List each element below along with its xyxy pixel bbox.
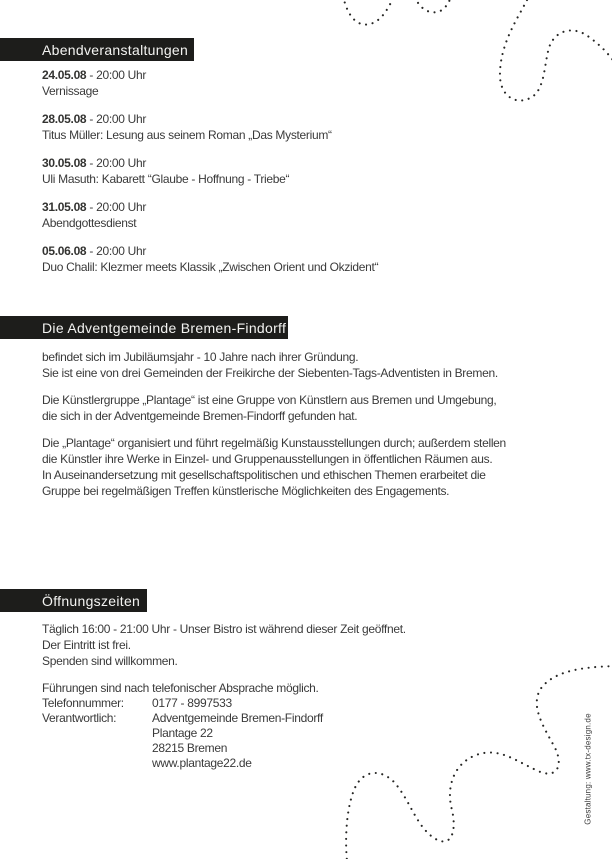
hours-lines [42,621,406,669]
contact-value: 0177 - 8997533 [152,696,232,710]
event-datetime-line [42,243,378,259]
contact-value: Adventgemeinde Bremen-Findorff [152,711,323,725]
event-description: Duo Chalil: Klezmer meets Klassik „Zwischen Orient und Okzident“ [42,260,379,274]
event-time: - 20:00 Uhr [89,156,147,170]
contact-value: 28215 Bremen [152,741,228,755]
paragraph-line: die Künstler ihre Werke in Einzel- und Gruppenausstellungen in öffentlichen Räumen aus. [42,452,493,466]
event-time: - 20:00 Uhr [89,112,147,126]
contact-label [42,741,152,756]
paragraph-line: Die Künstlergruppe „Plantage“ ist eine Gruppe von Künstlern aus Bremen und Umgebung, [42,393,497,407]
contact-grid [42,696,406,771]
section-title-hours: Öffnungszeiten [42,592,141,609]
hours-line: Der Eintritt ist frei. [42,638,131,652]
event-date: 30.05.08 [42,156,87,170]
event-item [42,67,378,99]
section-bar-events [0,38,194,61]
paragraph-line: Sie ist eine von drei Gemeinden der Freikirche der Siebenten-Tags-Adventisten in Bremen. [42,366,498,380]
contact-intro: Führungen sind nach telefonischer Absprache möglich. [42,681,319,695]
contact-block [42,680,406,771]
contact-value: www.plantage22.de [152,756,252,770]
design-credit: Gestaltung: www.tx-design.de [583,713,593,825]
section-bar-hours [0,589,147,612]
dotted-wave-top-left-icon [343,0,394,25]
paragraph-line: Gruppe bei regelmäßigen Treffen künstlerische Möglichkeiten des Engagements. [42,484,450,498]
event-item [42,243,378,275]
event-date: 05.06.08 [42,244,87,258]
event-datetime-line [42,67,378,83]
contact-label [42,756,152,771]
event-time: - 20:00 Uhr [89,200,147,214]
event-date: 28.05.08 [42,112,87,126]
hours-line: Täglich 16:00 - 21:00 Uhr - Unser Bistro ist während dieser Zeit geöffnet. [42,622,406,636]
events-list [42,67,378,287]
community-paragraph [42,349,506,381]
event-time: - 20:00 Uhr [89,68,147,82]
paragraph-line: die sich in der Adventgemeinde Bremen-Findorff gefunden hat. [42,409,358,423]
event-datetime-line [42,111,378,127]
section-title-community: Die Adventgemeinde Bremen-Findorff [42,319,287,336]
event-description: Titus Müller: Lesung aus seinem Roman „Das Mysterium“ [42,128,332,142]
event-date: 24.05.08 [42,68,87,82]
dotted-wave-top-mid-icon [415,0,451,12]
event-date: 31.05.08 [42,200,87,214]
event-time: - 20:00 Uhr [89,244,147,258]
event-item [42,111,378,143]
hours-line: Spenden sind willkommen. [42,654,178,668]
section-bar-community [0,316,288,339]
paragraph-line: befindet sich im Jubiläumsjahr - 10 Jahre nach ihrer Gründung. [42,350,359,364]
contact-value: Plantage 22 [152,726,213,740]
community-paragraphs [42,349,506,510]
contact-label: Telefonnummer: [42,696,124,710]
event-datetime-line [42,155,378,171]
event-item [42,155,378,187]
paragraph-line: In Auseinandersetzung mit gesellschaftspolitischen und ethischen Themen erarbeitet die [42,468,486,482]
event-description: Uli Masuth: Kabarett “Glaube - Hoffnung - Triebe“ [42,172,290,186]
section-title-events: Abendveranstaltungen [42,41,189,58]
paragraph-line: Die „Plantage“ organisiert und führt regelmäßig Kunstausstellungen durch; außerdem stellen [42,436,506,450]
hours-block [42,621,406,771]
event-description: Vernissage [42,84,99,98]
event-datetime-line [42,199,378,215]
contact-label: Verantwortlich: [42,711,117,725]
community-paragraph [42,435,506,499]
event-description: Abendgottesdienst [42,216,137,230]
community-paragraph [42,392,506,424]
dotted-spiral-top-right-icon [500,0,612,100]
event-item [42,199,378,231]
contact-label [42,726,152,741]
